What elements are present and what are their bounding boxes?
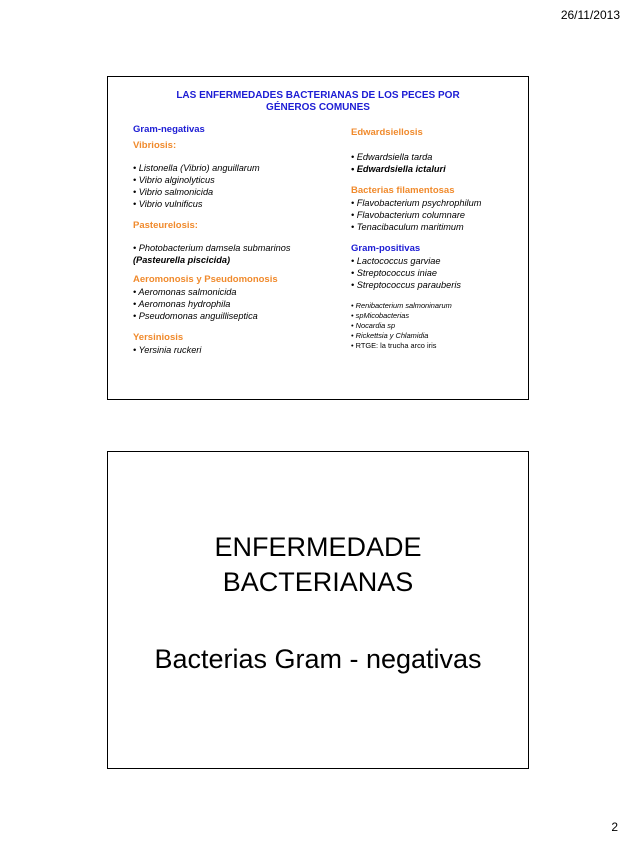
print-date: 26/11/2013 bbox=[560, 8, 620, 22]
list-item: • Photobacterium damsela submarinos bbox=[133, 243, 291, 253]
heading-bacterias-filamentosas: Bacterias filamentosas bbox=[351, 185, 455, 196]
list-item: • Lactococcus garviae bbox=[351, 256, 441, 266]
page-number: 2 bbox=[611, 820, 618, 834]
list-item: • Pseudomonas anguilliseptica bbox=[133, 311, 258, 321]
list-item: • Listonella (Vibrio) anguillarum bbox=[133, 163, 260, 173]
list-item: • Edwardsiella ictaluri bbox=[351, 164, 446, 174]
heading-pasteurelosis: Pasteurelosis: bbox=[133, 220, 198, 231]
heading-vibriosis: Vibriosis: bbox=[133, 140, 177, 151]
list-item: • Rickettsia y Chlamidia bbox=[351, 331, 429, 340]
list-item: (Pasteurella piscicida) bbox=[133, 255, 231, 265]
slide-title-line-1: LAS ENFERMEDADES BACTERIANAS DE LOS PECES POR bbox=[176, 90, 460, 101]
section-title-line-1: ENFERMEDADE bbox=[214, 532, 422, 562]
slide-title bbox=[108, 90, 528, 114]
list-item: • Renibacterium salmoninarum bbox=[351, 301, 452, 310]
list-item: • Tenacibaculum maritimum bbox=[351, 222, 464, 232]
heading-gram-positivas: Gram-positivas bbox=[351, 243, 421, 254]
list-item: • Aeromonas hydrophila bbox=[133, 299, 231, 309]
heading-aeromonosis: Aeromonosis y Pseudomonosis bbox=[133, 274, 278, 285]
heading-yersiniosis: Yersiniosis bbox=[133, 332, 184, 343]
list-item: • Vibrio salmonicida bbox=[133, 187, 214, 197]
left-column bbox=[133, 124, 333, 356]
section-title-line-2: BACTERIANAS bbox=[222, 567, 414, 597]
heading-gram-negativas: Gram-negativas bbox=[133, 124, 205, 135]
slide-title-line-2: GÉNEROS COMUNES bbox=[266, 102, 370, 113]
list-item: • Edwardsiella tarda bbox=[351, 152, 433, 162]
list-item: • Aeromonas salmonicida bbox=[133, 287, 237, 297]
list-item: • Flavobacterium columnare bbox=[351, 210, 466, 220]
slide-bacterial-diseases-list bbox=[107, 76, 529, 400]
right-column bbox=[351, 127, 529, 351]
list-item: • Vibrio alginolyticus bbox=[133, 175, 215, 185]
list-item: • Streptococcus parauberis bbox=[351, 280, 461, 290]
section-subtitle: Bacterias Gram - negativas bbox=[154, 644, 482, 674]
list-item: • spMicobacterias bbox=[351, 311, 410, 320]
list-item: • Flavobacterium psychrophilum bbox=[351, 198, 482, 208]
list-item: • Yersinia ruckeri bbox=[133, 345, 202, 355]
slide-section-title bbox=[107, 451, 529, 769]
list-item: • RTGE: la trucha arco iris bbox=[351, 341, 437, 350]
list-item: • Vibrio vulnificus bbox=[133, 199, 203, 209]
list-item: • Nocardia sp bbox=[351, 321, 396, 330]
heading-edwardsiellosis: Edwardsiellosis bbox=[351, 127, 423, 138]
list-item: • Streptococcus iniae bbox=[351, 268, 437, 278]
